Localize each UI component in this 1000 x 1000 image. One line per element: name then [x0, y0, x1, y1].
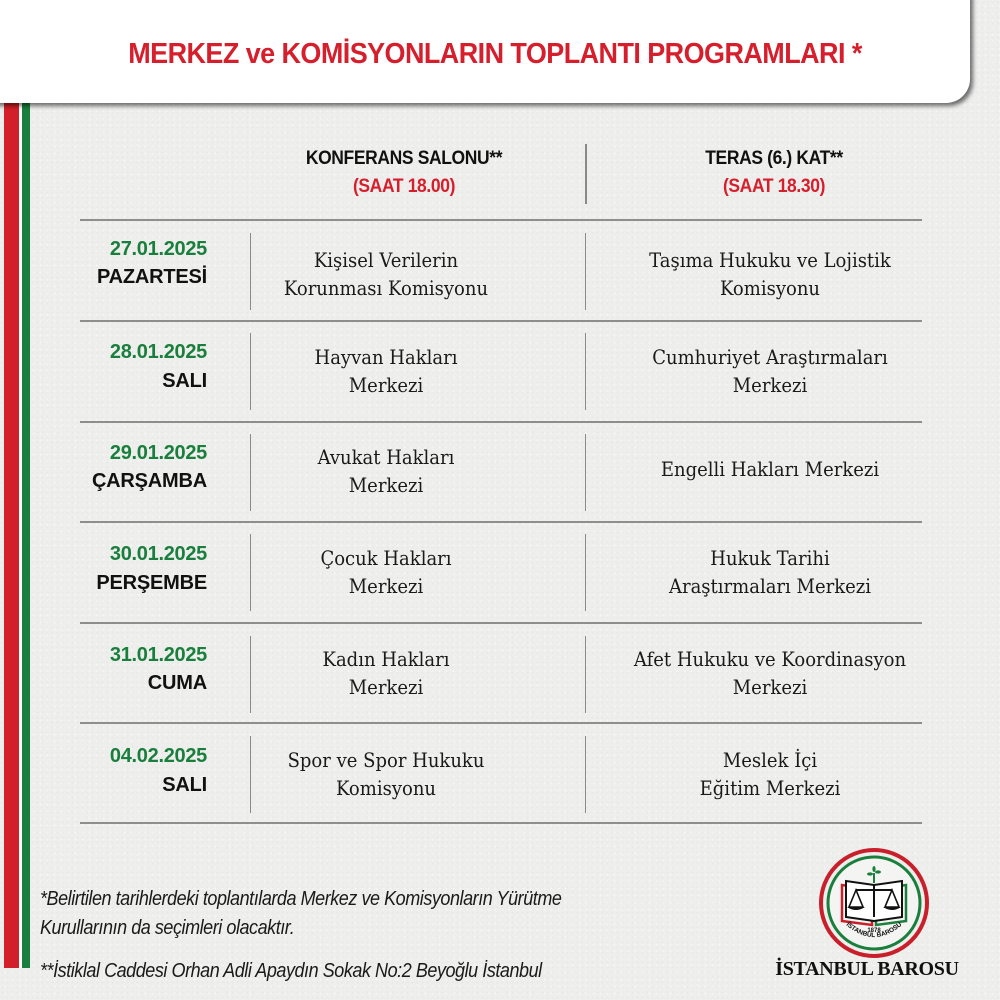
- row-day: SALI: [162, 774, 207, 796]
- cell-divider: [585, 636, 586, 713]
- row-date: 31.01.2025: [109, 644, 207, 666]
- row-date: 29.01.2025: [109, 442, 207, 464]
- footnote-address: **İstiklal Caddesi Orhan Adli Apaydın Sokak No:2 Beyoğlu İstanbul: [40, 960, 542, 982]
- row-day: CUMA: [147, 672, 207, 694]
- table-row: [0, 322, 1000, 422]
- cell-divider: [585, 233, 586, 310]
- teras-cell: Cumhuriyet Araştırmaları Merkezi: [652, 345, 888, 397]
- konferans-cell: Spor ve Spor Hukuku Komisyonu: [287, 748, 485, 800]
- row-day: PAZARTESİ: [96, 266, 207, 288]
- konferans-cell: Hayvan Hakları Merkezi: [314, 345, 458, 397]
- row-date: 04.02.2025: [109, 745, 207, 767]
- cell-divider: [585, 736, 586, 813]
- column-header-konferans: [244, 148, 564, 198]
- red-stripe: [4, 100, 19, 968]
- istanbul-barosu-logo: [812, 845, 940, 965]
- table-row: [0, 624, 1000, 724]
- column-header-teras: [614, 148, 934, 198]
- konferans-cell: Kişisel Verilerin Korunması Komisyonu: [283, 248, 489, 300]
- cell-divider: [585, 534, 586, 611]
- green-stripe: [22, 100, 30, 968]
- svg-text:1878: 1878: [867, 928, 881, 934]
- teras-cell: Taşıma Hukuku ve Lojistik Komisyonu: [649, 248, 891, 300]
- page-title: MERKEZ ve KOMİSYONLARIN TOPLANTI PROGRAMLARI *: [128, 38, 862, 70]
- row-day: ÇARŞAMBA: [91, 470, 207, 492]
- svg-text:İSTANBUL BAROSU: İSTANBUL BAROSU: [844, 921, 904, 940]
- time-label: (SAAT 18.00): [352, 176, 456, 197]
- venue-label: TERAS (6.) KAT**: [705, 148, 843, 169]
- teras-cell: Afet Hukuku ve Koordinasyon Merkezi: [633, 647, 907, 699]
- teras-cell: Hukuk Tarihi Araştırmaları Merkezi: [668, 546, 872, 598]
- konferans-cell: Avukat Hakları Merkezi: [317, 445, 455, 497]
- cell-divider: [585, 333, 586, 410]
- table-row: [0, 724, 1000, 824]
- logo-name: İSTANBUL BAROSU: [775, 958, 959, 980]
- time-label: (SAAT 18.30): [722, 176, 826, 197]
- konferans-cell: Çocuk Hakları Merkezi: [320, 546, 452, 598]
- table-row: [0, 423, 1000, 523]
- scales-of-justice-book-icon: [812, 845, 940, 965]
- row-day: SALI: [162, 370, 207, 392]
- footnote-elections: *Belirtilen tarihlerdeki toplantılarda Merkez ve Komisyonların Yürütme: [40, 888, 562, 910]
- venue-label: KONFERANS SALONU**: [305, 148, 503, 169]
- row-day: PERŞEMBE: [96, 572, 207, 594]
- row-date: 27.01.2025: [109, 238, 207, 260]
- row-date: 28.01.2025: [109, 341, 207, 363]
- header-divider: [585, 144, 587, 204]
- table-row: [0, 523, 1000, 623]
- teras-cell: Meslek İçi Eğitim Merkezi: [699, 748, 841, 800]
- row-date: 30.01.2025: [109, 543, 207, 565]
- konferans-cell: Kadın Hakları Merkezi: [322, 647, 450, 699]
- cell-divider: [585, 434, 586, 511]
- table-row: [0, 221, 1000, 321]
- teras-cell: Engelli Hakları Merkezi: [660, 457, 880, 481]
- footnote-elections-cont: Kurullarının da seçimleri olacaktır.: [40, 917, 295, 939]
